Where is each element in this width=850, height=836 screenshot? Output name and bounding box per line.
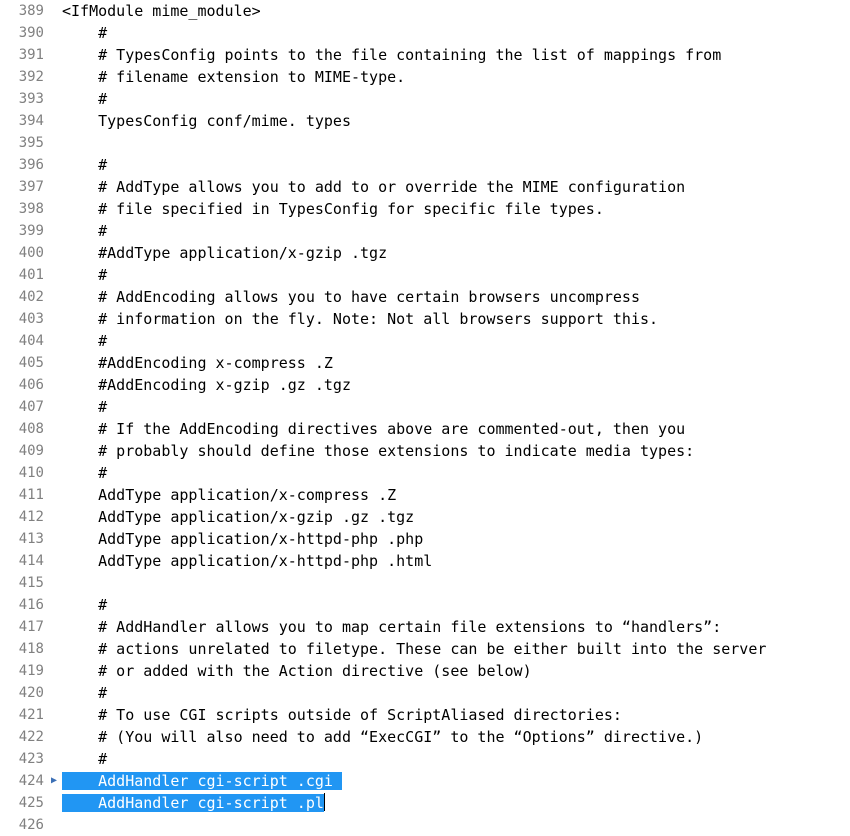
- code-text-segment: # AddHandler allows you to map certain file extensions to “handlers”:: [98, 618, 722, 636]
- line-number: 421: [0, 704, 48, 726]
- code-line-row[interactable]: [0, 418, 850, 440]
- line-number: 414: [0, 550, 48, 572]
- code-indent: [62, 552, 98, 570]
- code-line-text[interactable]: [60, 418, 850, 440]
- code-line-text[interactable]: [60, 374, 850, 396]
- code-line-row[interactable]: [0, 462, 850, 484]
- code-text-segment: #: [98, 222, 108, 240]
- code-text-segment: # To use CGI scripts outside of ScriptAliased directories:: [98, 706, 622, 724]
- line-number: 404: [0, 330, 48, 352]
- code-line-row[interactable]: [0, 0, 850, 22]
- line-number: 401: [0, 264, 48, 286]
- code-text-segment: <IfModule mime_module>: [62, 2, 261, 20]
- code-line-row[interactable]: [0, 792, 850, 814]
- code-indent: [62, 244, 98, 262]
- code-line-text[interactable]: [60, 198, 850, 220]
- code-line-row[interactable]: [0, 726, 850, 748]
- code-line-row[interactable]: [0, 198, 850, 220]
- code-indent: [62, 750, 98, 768]
- code-text-segment: # AddType allows you to add to or override the MIME configuration: [98, 178, 686, 196]
- code-indent: [62, 794, 98, 812]
- code-line-text[interactable]: [60, 484, 850, 506]
- code-line-row[interactable]: [0, 528, 850, 550]
- code-text-segment: # information on the fly. Note: Not all browsers support this.: [98, 310, 659, 328]
- code-text-segment: #: [98, 596, 108, 614]
- line-number: 389: [0, 0, 48, 22]
- code-indent: [62, 178, 98, 196]
- line-number: 417: [0, 616, 48, 638]
- line-number: 396: [0, 154, 48, 176]
- code-text-segment: # (You will also need to add “ExecCGI” to the “Options” directive.): [98, 728, 704, 746]
- line-number: 407: [0, 396, 48, 418]
- code-line-row[interactable]: [0, 660, 850, 682]
- code-line-text[interactable]: [60, 0, 850, 22]
- code-text-segment: # TypesConfig points to the file containing the list of mappings from: [98, 46, 722, 64]
- code-text-segment: #AddEncoding x-gzip .gz .tgz: [98, 376, 351, 394]
- code-line-text[interactable]: [60, 176, 850, 198]
- code-line-row[interactable]: [0, 154, 850, 176]
- line-number: 420: [0, 682, 48, 704]
- line-number: 397: [0, 176, 48, 198]
- code-text-segment: # file specified in TypesConfig for specific file types.: [98, 200, 604, 218]
- code-line-row[interactable]: [0, 330, 850, 352]
- code-line-row[interactable]: [0, 616, 850, 638]
- code-line-row[interactable]: [0, 682, 850, 704]
- line-number: 405: [0, 352, 48, 374]
- code-text-segment: # actions unrelated to filetype. These can be either built into the server: [98, 640, 767, 658]
- code-text-segment: #: [98, 750, 108, 768]
- code-line-text[interactable]: [60, 154, 850, 176]
- code-text-segment: AddHandler cgi-script .cgi: [98, 772, 333, 790]
- code-line-row[interactable]: [0, 88, 850, 110]
- code-text-segment: #: [98, 90, 108, 108]
- line-number: 409: [0, 440, 48, 462]
- text-caret: [324, 793, 325, 811]
- line-number: 418: [0, 638, 48, 660]
- code-indent: [62, 442, 98, 460]
- code-indent: [62, 90, 98, 108]
- code-line-row[interactable]: [0, 220, 850, 242]
- code-text-segment: #: [98, 398, 108, 416]
- code-indent: [62, 354, 98, 372]
- code-line-row[interactable]: [0, 308, 850, 330]
- code-line-row[interactable]: [0, 242, 850, 264]
- code-line-text[interactable]: [60, 506, 850, 528]
- code-line-text[interactable]: [60, 594, 850, 616]
- line-number: 408: [0, 418, 48, 440]
- code-text-segment: # AddEncoding allows you to have certain browsers uncompress: [98, 288, 640, 306]
- code-indent: [62, 464, 98, 482]
- code-indent: [62, 266, 98, 284]
- code-indent: [62, 46, 98, 64]
- code-text-segment: #: [98, 266, 108, 284]
- code-indent: [62, 420, 98, 438]
- line-number: 422: [0, 726, 48, 748]
- line-number: 399: [0, 220, 48, 242]
- code-indent: [62, 530, 98, 548]
- code-indent: [62, 332, 98, 350]
- code-line-text[interactable]: [60, 22, 850, 44]
- code-line-row[interactable]: [0, 638, 850, 660]
- line-number: 400: [0, 242, 48, 264]
- code-indent: [62, 684, 98, 702]
- line-number: 393: [0, 88, 48, 110]
- code-line-text[interactable]: [60, 352, 850, 374]
- code-line-row[interactable]: [0, 704, 850, 726]
- code-line-text[interactable]: [60, 682, 850, 704]
- code-text-segment: #: [98, 156, 108, 174]
- code-indent: [62, 486, 98, 504]
- line-number: 398: [0, 198, 48, 220]
- code-text-segment: # If the AddEncoding directives above are commented-out, then you: [98, 420, 686, 438]
- code-text-segment: #: [98, 332, 108, 350]
- code-text-segment: # filename extension to MIME-type.: [98, 68, 406, 86]
- line-number: 423: [0, 748, 48, 770]
- code-indent: [62, 728, 98, 746]
- line-number: 394: [0, 110, 48, 132]
- current-line-marker-icon: ▶: [50, 775, 58, 786]
- code-line-text[interactable]: [60, 726, 850, 748]
- code-line-text[interactable]: [60, 770, 850, 792]
- line-number: 403: [0, 308, 48, 330]
- code-line-row[interactable]: [0, 506, 850, 528]
- code-indent: [62, 376, 98, 394]
- code-line-row[interactable]: [0, 440, 850, 462]
- line-number: 392: [0, 66, 48, 88]
- code-line-row[interactable]: [0, 66, 850, 88]
- code-line-text[interactable]: [60, 308, 850, 330]
- line-number: 419: [0, 660, 48, 682]
- code-text-segment: AddType application/x-httpd-php .html: [98, 552, 433, 570]
- line-number: 390: [0, 22, 48, 44]
- line-number: 411: [0, 484, 48, 506]
- code-line-text[interactable]: [60, 660, 850, 682]
- code-line-text[interactable]: [60, 616, 850, 638]
- code-line-text[interactable]: [60, 792, 850, 814]
- code-line-text[interactable]: [60, 550, 850, 572]
- code-line-text[interactable]: [60, 638, 850, 660]
- code-line-text[interactable]: [60, 286, 850, 308]
- code-line-text[interactable]: [60, 264, 850, 286]
- code-line-row[interactable]: [0, 264, 850, 286]
- code-indent: [62, 706, 98, 724]
- code-indent: [62, 508, 98, 526]
- code-line-row[interactable]: [0, 176, 850, 198]
- line-number: 424: [0, 770, 48, 792]
- code-line-row[interactable]: [0, 484, 850, 506]
- code-line-text[interactable]: [60, 110, 850, 132]
- code-line-text[interactable]: [60, 66, 850, 88]
- code-line-row[interactable]: [0, 550, 850, 572]
- code-text-segment: #: [98, 24, 108, 42]
- code-text-segment: AddType application/x-compress .Z: [98, 486, 397, 504]
- code-indent: [62, 398, 98, 416]
- line-number: 425: [0, 792, 48, 814]
- code-line-text[interactable]: [60, 704, 850, 726]
- code-line-row[interactable]: [0, 396, 850, 418]
- code-text-segment: #AddEncoding x-compress .Z: [98, 354, 333, 372]
- code-text-segment: #: [98, 464, 108, 482]
- code-line-row[interactable]: [0, 770, 850, 792]
- code-line-row[interactable]: [0, 44, 850, 66]
- line-number: 406: [0, 374, 48, 396]
- code-indent: [62, 222, 98, 240]
- code-text-segment: # or added with the Action directive (see below): [98, 662, 532, 680]
- code-indent: [62, 112, 98, 130]
- code-text-segment: # probably should define those extensions to indicate media types:: [98, 442, 695, 460]
- code-text-segment: TypesConfig conf/mime. types: [98, 112, 351, 130]
- code-line-row[interactable]: [0, 132, 850, 154]
- code-line-text[interactable]: [60, 528, 850, 550]
- code-line-text[interactable]: [60, 242, 850, 264]
- code-line-row[interactable]: [0, 374, 850, 396]
- code-indent: [62, 618, 98, 636]
- line-number: 391: [0, 44, 48, 66]
- code-indent: [62, 596, 98, 614]
- code-line-row[interactable]: [0, 286, 850, 308]
- code-indent: [62, 24, 98, 42]
- code-line-text[interactable]: [60, 462, 850, 484]
- code-line-text[interactable]: [60, 396, 850, 418]
- line-number: 416: [0, 594, 48, 616]
- code-text-segment: AddType application/x-httpd-php .php: [98, 530, 424, 548]
- code-line-text[interactable]: [60, 330, 850, 352]
- code-indent: [62, 156, 98, 174]
- line-number: 415: [0, 572, 48, 594]
- code-line-row[interactable]: [0, 572, 850, 594]
- code-indent: [62, 772, 98, 790]
- code-indent: [62, 200, 98, 218]
- code-text-segment: AddHandler cgi-script .pl: [98, 794, 324, 812]
- code-line-text[interactable]: [60, 88, 850, 110]
- code-text-segment: #AddType application/x-gzip .tgz: [98, 244, 388, 262]
- selection-fill: [333, 772, 342, 790]
- code-line-text[interactable]: [60, 44, 850, 66]
- line-number: 410: [0, 462, 48, 484]
- code-indent: [62, 662, 98, 680]
- code-text-segment: #: [98, 684, 108, 702]
- code-indent: [62, 640, 98, 658]
- line-number: 412: [0, 506, 48, 528]
- code-line-row[interactable]: [0, 110, 850, 132]
- code-line-row[interactable]: [0, 352, 850, 374]
- line-number: 426: [0, 814, 48, 836]
- code-indent: [62, 310, 98, 328]
- code-indent: [62, 68, 98, 86]
- code-line-row[interactable]: [0, 22, 850, 44]
- code-line-row[interactable]: [0, 594, 850, 616]
- line-number: 395: [0, 132, 48, 154]
- line-number: 413: [0, 528, 48, 550]
- code-line-text[interactable]: [60, 748, 850, 770]
- code-line-row[interactable]: [0, 748, 850, 770]
- line-number: 402: [0, 286, 48, 308]
- code-line-text[interactable]: [60, 220, 850, 242]
- code-indent: [62, 288, 98, 306]
- code-line-text[interactable]: [60, 440, 850, 462]
- code-text-segment: AddType application/x-gzip .gz .tgz: [98, 508, 415, 526]
